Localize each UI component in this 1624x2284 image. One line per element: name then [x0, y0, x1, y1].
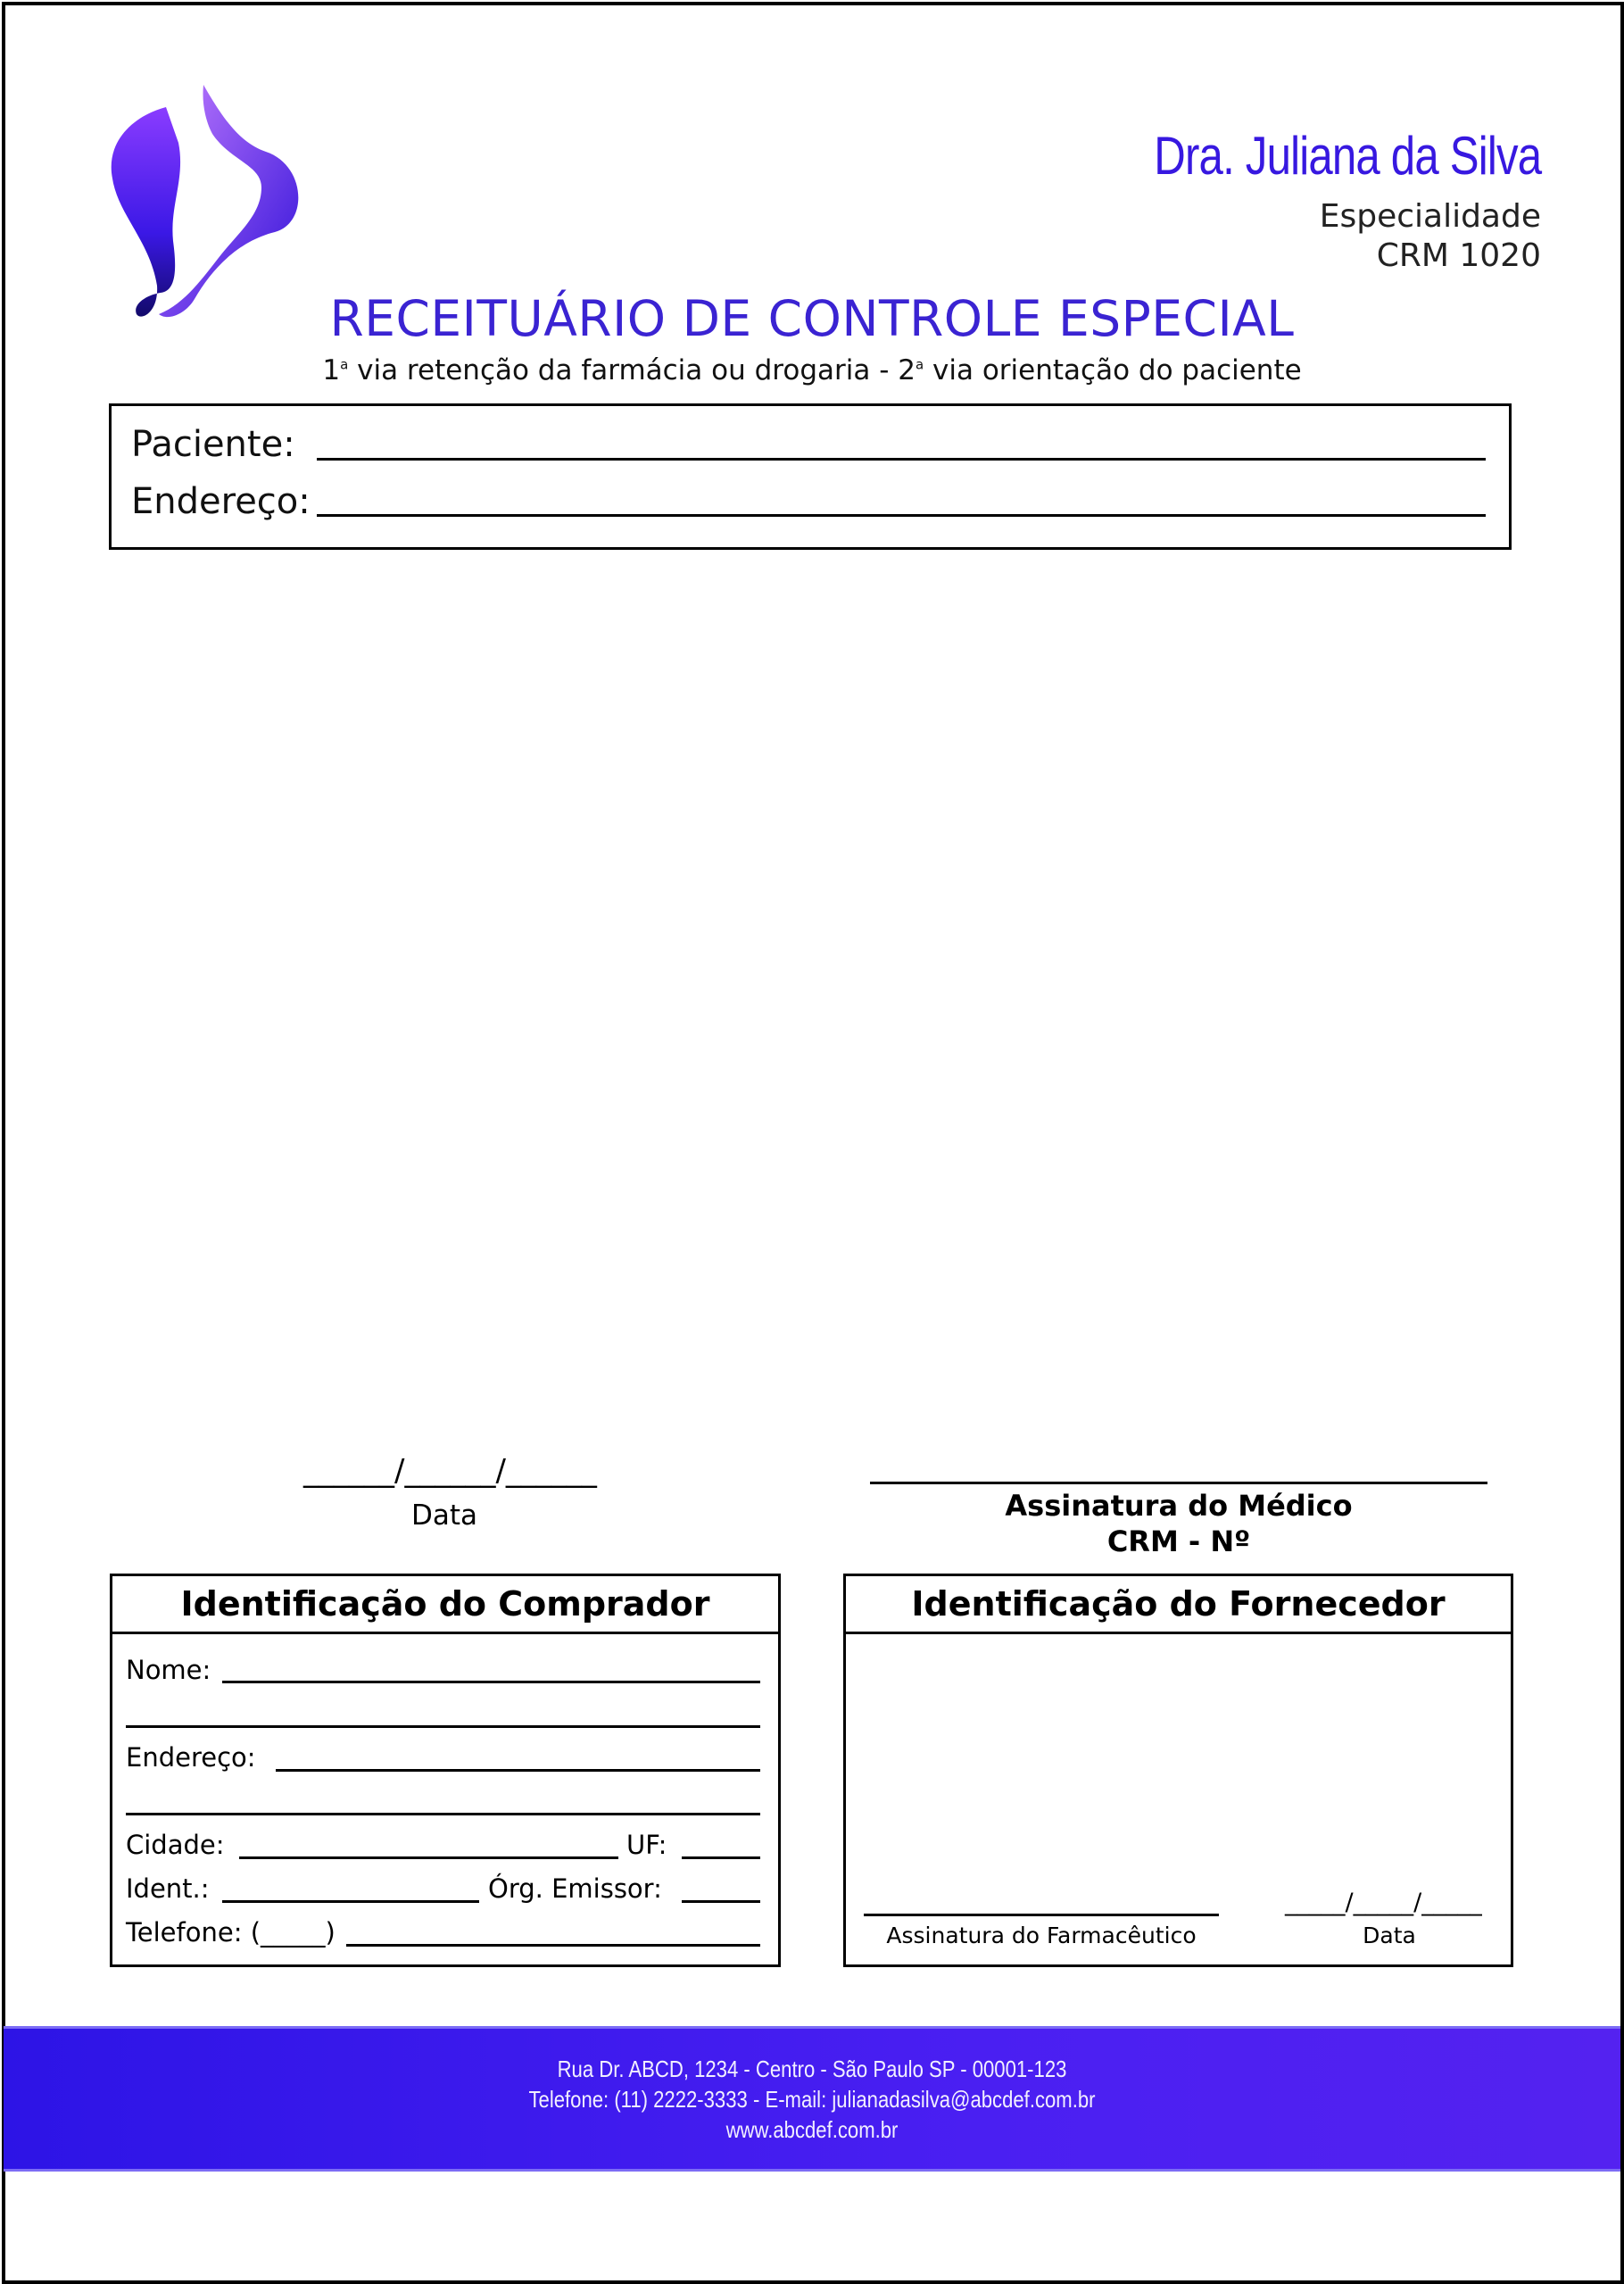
buyer-city-label: Cidade:	[126, 1830, 225, 1860]
footer-website: www.abcdef.com.br	[725, 2116, 899, 2143]
supplier-box-title: Identificação do Fornecedor	[846, 1576, 1511, 1634]
doctor-name: Dra. Juliana da Silva	[1153, 126, 1541, 186]
buyer-uf-label: UF:	[626, 1830, 667, 1860]
patient-box	[109, 403, 1512, 550]
doctor-crm: CRM 1020	[1376, 237, 1541, 274]
buyer-phone-line[interactable]	[346, 1944, 760, 1947]
buyer-uf-line[interactable]	[682, 1856, 760, 1859]
document-title: RECEITUÁRIO DE CONTROLE ESPECIAL	[329, 290, 1295, 347]
doctor-crm-caption: CRM - Nº	[1106, 1524, 1251, 1558]
footer-band	[4, 2026, 1620, 2172]
buyer-identification-box	[110, 1574, 781, 1967]
buyer-box-title: Identificação do Comprador	[112, 1576, 778, 1634]
supplier-date-blank[interactable]: _____/_____/_____	[1285, 1889, 1482, 1916]
address-label: Endereço:	[131, 481, 311, 522]
footer-address: Rua Dr. ABCD, 1234 - Centro - São Paulo SP - 00001-123	[557, 2056, 1067, 2082]
supplier-date-caption: Data	[1363, 1923, 1416, 1948]
buyer-org-label: Órg. Emissor:	[488, 1873, 662, 1904]
document-subtitle: 1$^a$ via retenção da farmácia ou drogaria - 2$^a$ via orientação do paciente	[322, 354, 1302, 386]
footer-contact: Telefone: (11) 2222-3333 - E-mail: julianadasilva@abcdef.com.br	[528, 2086, 1096, 2113]
buyer-phone-label: Telefone: (_____)	[126, 1917, 336, 1948]
buyer-ident-label: Ident.:	[126, 1873, 210, 1904]
buyer-address-line[interactable]	[276, 1769, 760, 1772]
buyer-name-label: Nome:	[126, 1655, 211, 1685]
doctor-specialty: Especialidade	[1319, 198, 1541, 235]
prescription-date-caption: Data	[410, 1499, 478, 1532]
prescription-date-blank[interactable]: ______/______/______	[303, 1453, 597, 1489]
buyer-name-line[interactable]	[222, 1681, 760, 1683]
address-field-line[interactable]	[317, 514, 1486, 517]
doctor-signature-caption: Assinatura do Médico	[1005, 1489, 1353, 1523]
buyer-address-label: Endereço:	[126, 1742, 256, 1773]
buyer-ident-line[interactable]	[222, 1900, 479, 1903]
doctor-signature-line[interactable]	[870, 1482, 1487, 1484]
patient-label: Paciente:	[131, 424, 295, 465]
buyer-name-line-2[interactable]	[126, 1725, 760, 1728]
prescription-area[interactable]	[109, 562, 1512, 1437]
buyer-city-line[interactable]	[239, 1856, 618, 1859]
supplier-identification-box	[843, 1574, 1513, 1967]
patient-field-line[interactable]	[317, 458, 1486, 461]
buyer-address-line-2[interactable]	[126, 1813, 760, 1815]
pharmacist-signature-line[interactable]	[864, 1914, 1219, 1916]
buyer-org-line[interactable]	[682, 1900, 760, 1903]
pharmacist-signature-caption: Assinatura do Farmacêutico	[886, 1923, 1197, 1948]
